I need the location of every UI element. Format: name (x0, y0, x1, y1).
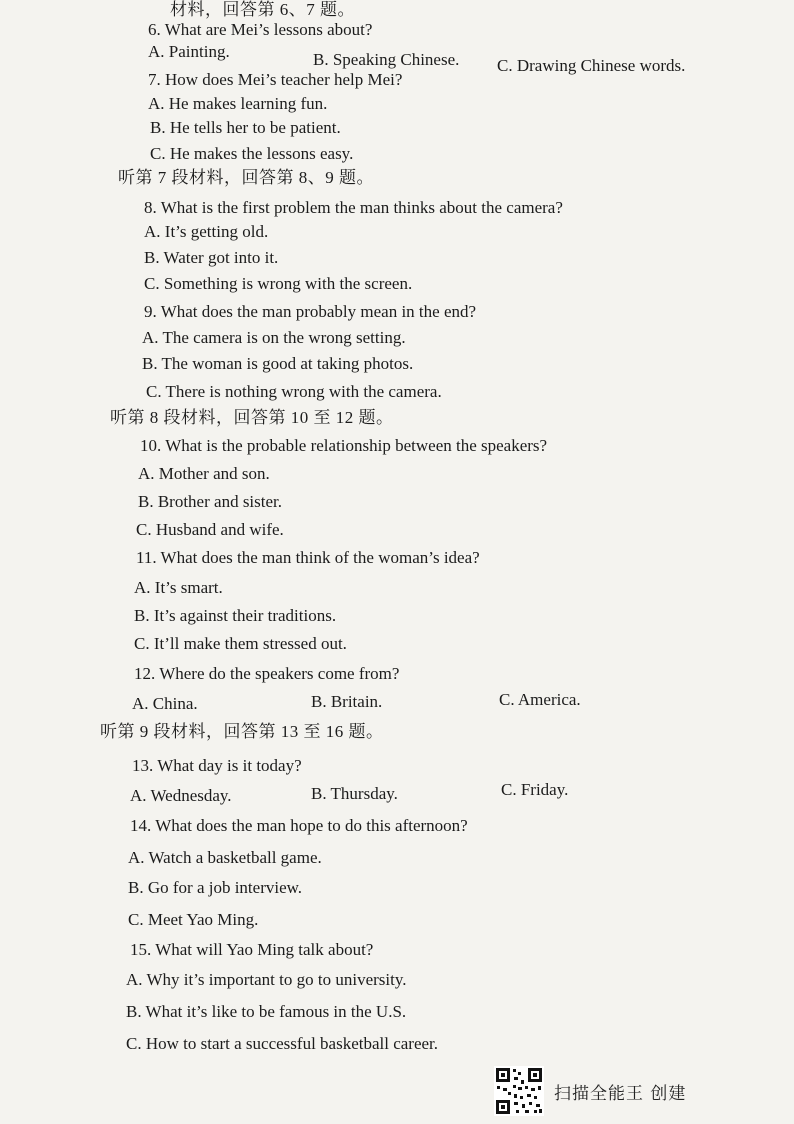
question-line: 10. What is the probable relationship between the speakers? (140, 436, 548, 455)
section-heading: 听第 9 段材料，回答第 13 至 16 题。 (100, 722, 384, 741)
question-line: A. Why it’s important to go to university. (126, 970, 407, 989)
question-line: C. America. (499, 690, 581, 709)
question-line: C. Friday. (501, 780, 569, 799)
question-line: B. Water got into it. (144, 248, 279, 267)
question-line: C. How to start a successful basketball career. (126, 1034, 439, 1053)
question-line: 12. Where do the speakers come from? (134, 664, 400, 683)
question-line: B. What it’s like to be famous in the U.S. (126, 1002, 407, 1021)
question-line: A. The camera is on the wrong setting. (142, 328, 406, 347)
question-line: C. It’ll make them stressed out. (134, 634, 347, 653)
qr-code-icon (494, 1066, 544, 1116)
question-line: 8. What is the first problem the man thinks about the camera? (144, 198, 563, 217)
question-line: 6. What are Mei’s lessons about? (148, 20, 373, 39)
question-line: A. He makes learning fun. (148, 94, 328, 113)
section-heading: 听第 8 段材料，回答第 10 至 12 题。 (110, 408, 394, 427)
question-line: A. Painting. (148, 42, 230, 61)
question-line: 7. How does Mei’s teacher help Mei? (148, 70, 403, 89)
scanner-watermark (494, 1066, 686, 1116)
question-line: B. The woman is good at taking photos. (142, 354, 414, 373)
question-line: A. China. (132, 694, 198, 713)
question-line: C. Husband and wife. (136, 520, 284, 539)
question-line: A. It’s smart. (134, 578, 223, 597)
scanner-watermark-text: 扫描全能王 创建 (554, 1083, 687, 1104)
question-line: 15. What will Yao Ming talk about? (130, 940, 374, 959)
question-line: A. Watch a basketball game. (128, 848, 322, 867)
question-line: B. Brother and sister. (138, 492, 283, 511)
question-line: B. Speaking Chinese. (313, 50, 460, 69)
question-line: C. He makes the lessons easy. (150, 144, 354, 163)
question-line: C. Drawing Chinese words. (497, 56, 686, 75)
question-line: B. Britain. (311, 692, 383, 711)
question-line: A. It’s getting old. (144, 222, 269, 241)
question-line: A. Mother and son. (138, 464, 270, 483)
question-line: A. Wednesday. (130, 786, 232, 805)
question-line: 13. What day is it today? (132, 756, 302, 775)
question-line: 14. What does the man hope to do this afternoon? (130, 816, 468, 835)
question-line: C. Something is wrong with the screen. (144, 274, 413, 293)
question-line: B. He tells her to be patient. (150, 118, 341, 137)
question-line: B. It’s against their traditions. (134, 606, 337, 625)
question-line: C. Meet Yao Ming. (128, 910, 259, 929)
question-line: C. There is nothing wrong with the camera. (146, 382, 442, 401)
section-heading: 听第 7 段材料，回答第 8、9 题。 (118, 168, 374, 187)
question-line: 11. What does the man think of the woman’s idea? (136, 548, 480, 567)
question-line: B. Thursday. (311, 784, 398, 803)
question-line: 9. What does the man probably mean in the end? (144, 302, 477, 321)
question-line: B. Go for a job interview. (128, 878, 303, 897)
section-heading: 材料，回答第 6、7 题。 (170, 0, 355, 19)
